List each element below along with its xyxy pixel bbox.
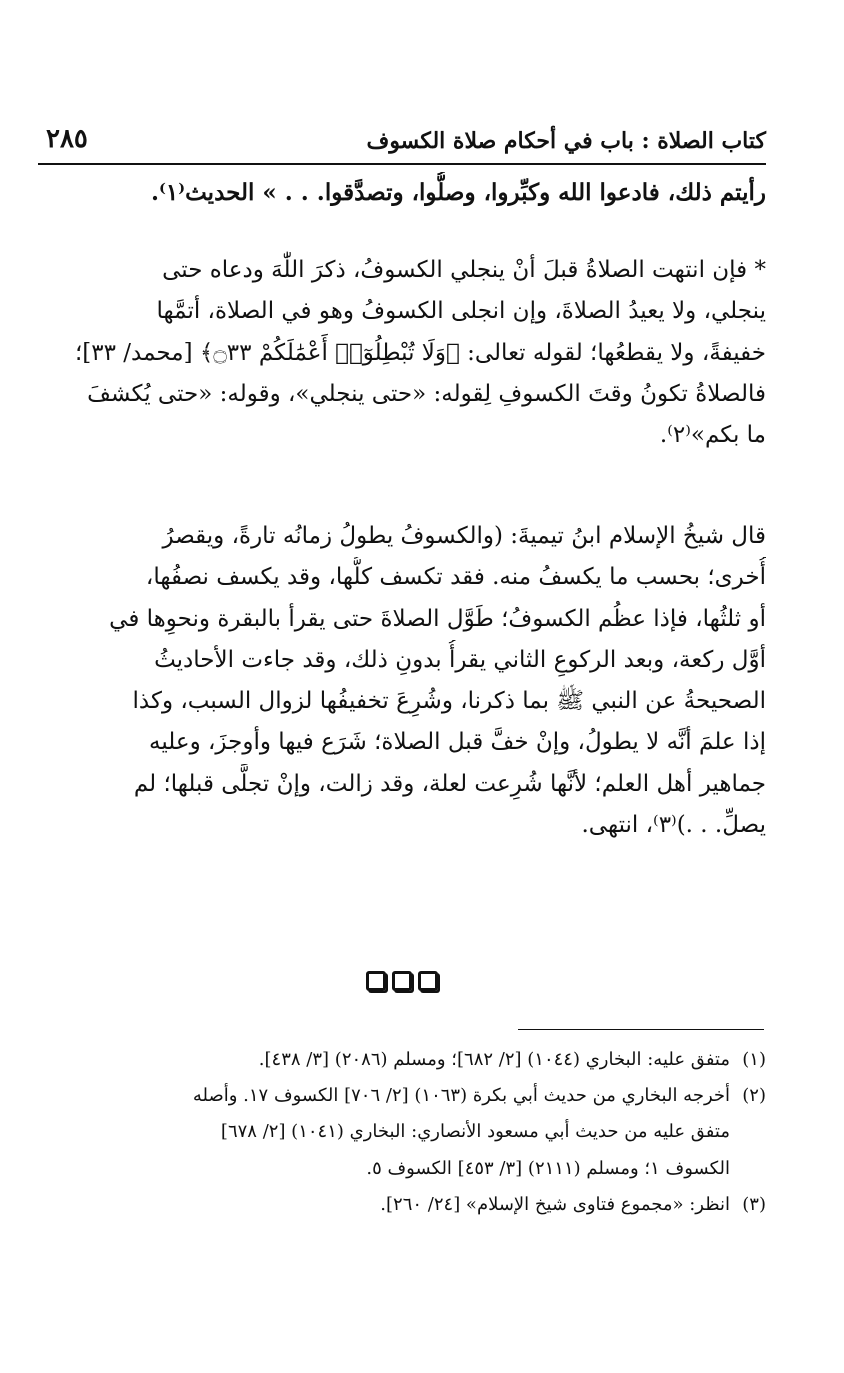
paragraph-hadith-end	[38, 172, 766, 213]
footnote-2-continued: الكسوف ١؛ ومسلم (٢١١١) [٣/ ٤٥٣] الكسوف ٥.	[366, 1157, 730, 1179]
text-line: الصحيحةُ عن النبي ﷺ بما ذكرنا، وشُرِعَ تخفيفُها لزوال السبب، وكذا	[132, 688, 766, 715]
footnote-text: انظر: «مجموع فتاوى شيخ الإسلام» [٢٤/ ٢٦٠].	[380, 1193, 730, 1215]
footnotes	[38, 1042, 766, 1223]
footnote-2	[38, 1078, 766, 1114]
text-line: جماهير أهل العلم؛ لأنَّها شُرِعت لعلة، وقد زالت، وإنْ تجلَّى قبلها؛ لم	[133, 770, 766, 797]
text-line: فالصلاةُ تكونُ وقتَ الكسوفِ لِقوله: «حتى ينجلي»، وقوله: «حتى يُكشفَ	[87, 380, 766, 407]
chapter-title: كتاب الصلاة : باب في أحكام صلاة الكسوف	[366, 128, 766, 154]
footnote-2-continued: متفق عليه من حديث أبي مسعود الأنصاري: البخاري (١٠٤١) [٢/ ٦٧٨]	[220, 1121, 730, 1143]
footnote-3	[38, 1187, 766, 1223]
square-ornament-icon	[392, 971, 412, 991]
text-line: رأيتم ذلك، فادعوا الله وكبِّروا، وصلُّوا، وتصدَّقوا. . . » الحديث⁽١⁾.	[151, 179, 766, 206]
footnote-text: أخرجه البخاري من حديث أبي بكرة (١٠٦٣) [٢/ ٧٠٦] الكسوف ١٧. وأصله	[192, 1085, 730, 1107]
section-separator	[352, 971, 452, 997]
footnote-rule	[518, 1029, 764, 1030]
running-header	[38, 120, 766, 162]
paragraph-eclipse-end	[38, 250, 766, 456]
text-line: يصلِّ. . .)⁽٣⁾، انتهى.	[581, 812, 766, 839]
text-line: إذا علمَ أنَّه لا يطولُ، وإنْ خفَّ قبل الصلاة؛ شَرَع فيها وأوجزَ، وعليه	[148, 729, 766, 756]
paragraph-ibn-taymiyya-quote	[38, 516, 766, 846]
footnote-number: (٣)	[742, 1193, 766, 1215]
square-ornament-icon	[418, 971, 438, 991]
text-line: * فإن انتهت الصلاةُ قبلَ أنْ ينجلي الكسوفُ، ذكرَ اللّٰهَ ودعاه حتى	[162, 257, 766, 283]
square-ornament-icon	[366, 971, 386, 991]
footnote-number: (٢)	[742, 1085, 766, 1107]
text-line: أوَّل ركعة، وبعد الركوعِ الثاني يقرأُ بدونِ ذلك، وقد جاءت الأحاديثُ	[154, 646, 766, 673]
footnote-text: متفق عليه: البخاري (١٠٤٤) [٢/ ٦٨٢]؛ ومسلم (٢٠٨٦) [٣/ ٤٣٨].	[258, 1049, 730, 1070]
text-line: ما بكم»⁽٢⁾.	[659, 422, 766, 449]
text-line: خفيفةً، ولا يقطعُها؛ لقوله تعالى: ﴿وَلَا تُبْطِلُوٓا۟ أَعْمَٰلَكُمْ ۝٣٣﴾ [محمد/ ٣٣]؛	[74, 339, 766, 366]
page-number: ٢٨٥	[46, 124, 88, 154]
text-line: أو ثلثُها، فإذا عظُم الكسوفُ؛ طَوَّل الصلاةَ حتى يقرأ بالبقرة ونحوِها في	[109, 605, 766, 632]
text-line: ينجلي، ولا يعيدُ الصلاةَ، وإن انجلى الكسوفُ وهو في الصلاة، أتمَّها	[156, 298, 766, 325]
text-line: قال شيخُ الإسلام ابنُ تيميةَ: (والكسوفُ يطولُ زمانُه تارةً، ويقصرُ	[162, 523, 766, 549]
footnote-number: (١)	[742, 1049, 766, 1070]
text-line: أُخرى؛ بحسب ما يكسفُ منه. فقد تكسف كلُّها، وقد يكسف نصفُها،	[145, 564, 766, 591]
header-rule	[38, 163, 766, 165]
footnote-1	[38, 1042, 766, 1078]
